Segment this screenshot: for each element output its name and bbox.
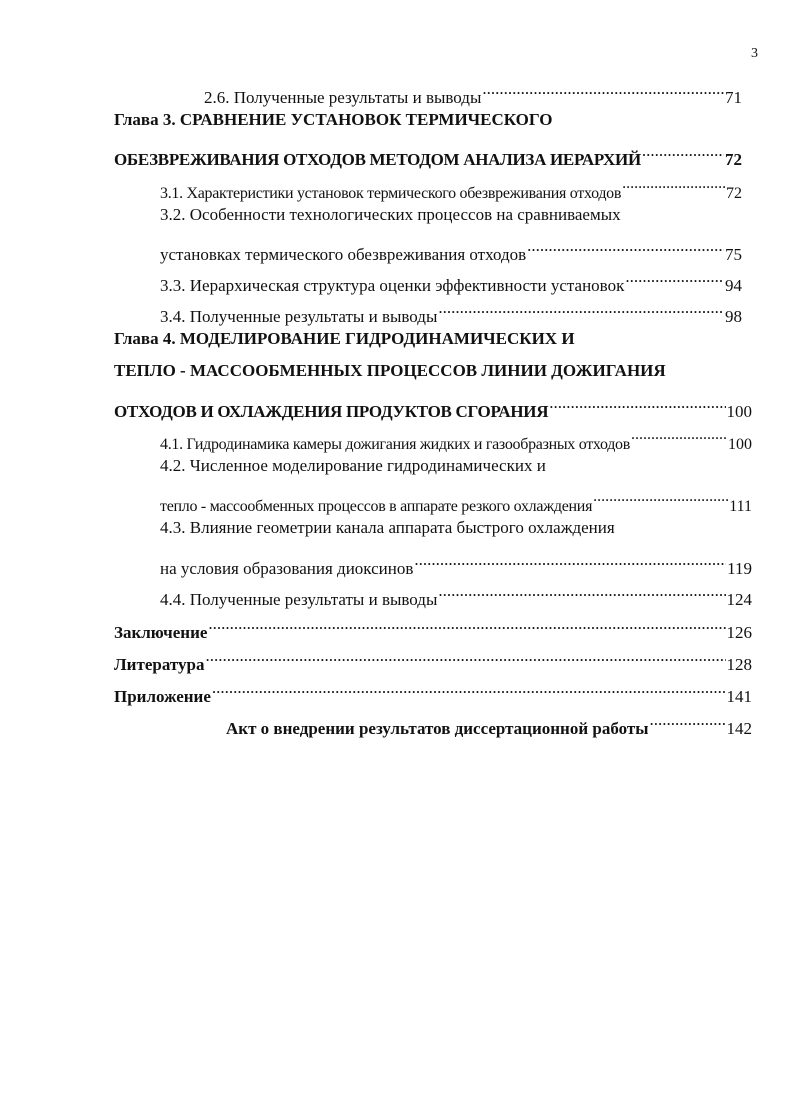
dot-leader [205, 642, 725, 670]
dot-leader [438, 577, 725, 605]
toc-entry-title: 3.4. Полученные результаты и выводы [160, 307, 438, 326]
toc-entry-title: тепло - массообменных процессов в аппарате резкого охлаждения [160, 498, 593, 515]
toc-entry-page: 111 [729, 498, 752, 515]
toc-entry [160, 483, 752, 515]
toc-entry-title: Глава 3. СРАВНЕНИЕ УСТАНОВОК ТЕРМИЧЕСКОГО [114, 110, 553, 129]
toc-entry [114, 674, 752, 706]
toc-entry-page: 124 [726, 590, 752, 609]
toc-entry-title: Приложение [114, 687, 211, 706]
toc-entry-page: 100 [728, 436, 752, 453]
toc-entry-page: 94 [725, 276, 742, 295]
toc-entry [114, 137, 742, 169]
toc-entry-page: 142 [726, 719, 752, 738]
toc-entry-title: на условия образования диоксинов [160, 559, 414, 578]
toc-entry [114, 610, 752, 642]
toc-entry-page: 72 [725, 150, 742, 169]
toc-entry-title: Литература [114, 655, 205, 674]
toc-entry-title: 4.1. Гидродинамика камеры дожигания жидких и газообразных отходов [160, 436, 631, 453]
toc-entry [160, 294, 742, 326]
toc-entry-page: 72 [726, 185, 742, 202]
dot-leader [208, 610, 725, 638]
dot-leader [527, 232, 724, 260]
toc-entry-title: Заключение [114, 623, 208, 642]
toc-entry [160, 452, 546, 480]
dot-leader [414, 546, 726, 574]
toc-entry [114, 389, 752, 421]
toc-entry [226, 706, 752, 738]
dot-leader [650, 706, 726, 734]
toc-entry [204, 75, 742, 107]
dot-leader [622, 170, 725, 198]
toc-entry [160, 514, 615, 542]
toc-entry [160, 170, 742, 202]
toc-entry-page: 126 [726, 623, 752, 642]
toc-entry-page: 71 [725, 88, 742, 107]
toc-entry-page: 141 [726, 687, 752, 706]
toc-heading [114, 325, 575, 353]
dot-leader [625, 263, 724, 291]
toc-entry-page: 119 [727, 559, 752, 578]
toc-entry-page: 75 [725, 245, 742, 264]
toc-heading [114, 357, 666, 385]
toc-entry-title: Глава 4. МОДЕЛИРОВАНИЕ ГИДРОДИНАМИЧЕСКИХ И [114, 329, 575, 348]
toc-entry-title: 3.3. Иерархическая структура оценки эффективности установок [160, 276, 625, 295]
toc-heading [114, 106, 553, 134]
toc-entry-title: 4.4. Полученные результаты и выводы [160, 590, 438, 609]
toc-entry-title: 4.2. Численное моделирование гидродинамических и [160, 456, 546, 475]
toc-entry [160, 546, 752, 578]
dot-leader [642, 137, 724, 165]
toc-entry-title: 2.6. Полученные результаты и выводы [204, 88, 482, 107]
dot-leader [593, 483, 728, 511]
toc-entry [160, 201, 621, 229]
toc-entry-title: 3.2. Особенности технологических процессов на сравниваемых [160, 205, 621, 224]
toc-entry [114, 642, 752, 674]
toc-entry-title: установках термического обезвреживания отходов [160, 245, 527, 264]
toc-entry [160, 421, 752, 453]
toc-entry-title: 4.3. Влияние геометрии канала аппарата быстрого охлаждения [160, 518, 615, 537]
toc-entry-page: 128 [726, 655, 752, 674]
toc-entry-title: Акт о внедрении результатов диссертационной работы [226, 719, 649, 738]
toc-entry [160, 232, 742, 264]
dot-leader [631, 421, 727, 449]
dot-leader [438, 294, 724, 322]
toc-entry-title: ОТХОДОВ И ОХЛАЖДЕНИЯ ПРОДУКТОВ СГОРАНИЯ [114, 402, 549, 421]
toc-entry [160, 577, 752, 609]
dot-leader [482, 75, 724, 103]
toc-entry [160, 263, 742, 295]
toc-entry-page: 100 [726, 402, 752, 421]
toc-entry-title: ОБЕЗВРЕЖИВАНИЯ ОТХОДОВ МЕТОДОМ АНАЛИЗА ИЕРАРХИЙ [114, 150, 641, 169]
toc-entry-title: ТЕПЛО - МАССООБМЕННЫХ ПРОЦЕССОВ ЛИНИИ ДОЖИГАНИЯ [114, 361, 666, 380]
toc-entry-title: 3.1. Характеристики установок термического обезвреживания отходов [160, 185, 622, 202]
toc-entry-page: 98 [725, 307, 742, 326]
dot-leader [212, 674, 726, 702]
page-number: 3 [751, 46, 758, 61]
dot-leader [549, 389, 725, 417]
